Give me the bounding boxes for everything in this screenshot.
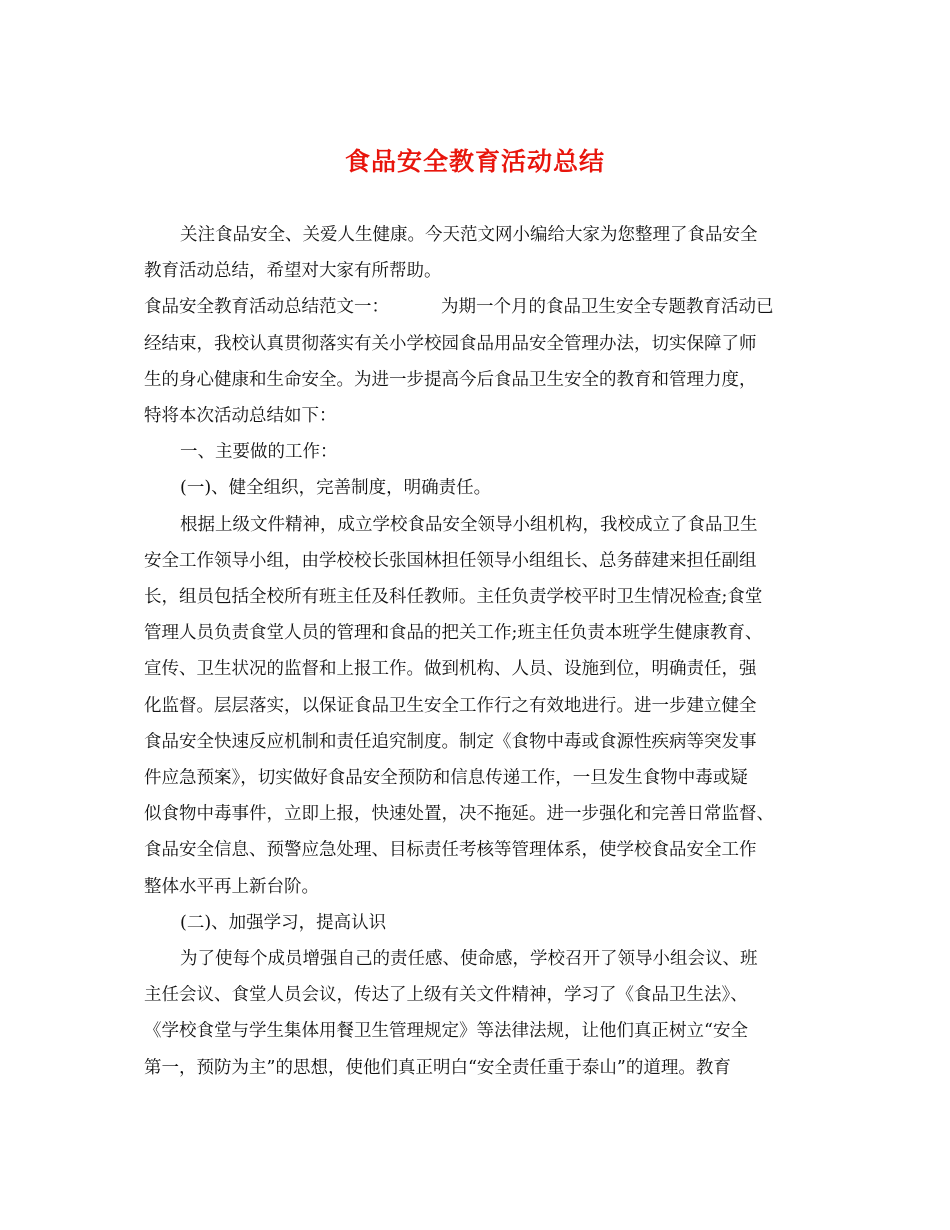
paragraph-line: 似食物中毒事件，立即上报，快速处置，决不拖延。进一步强化和完善日常监督、: [144, 804, 774, 825]
paragraph-line: 第一，预防为主”的思想，使他们真正明白“安全责任重于泰山”的道理。教育: [144, 1057, 731, 1078]
paragraph-line: 食品安全快速反应机制和责任追究制度。制定《食物中毒或食源性疾病等突发事: [144, 731, 757, 752]
paragraph-line: 整体水平再上新台阶。: [144, 876, 319, 897]
paragraph-line: 主任会议、食堂人员会议，传达了上级有关文件精神，学习了《食品卫生法》、: [144, 985, 748, 1006]
paragraph-line: 食品安全信息、预警应急处理、目标责任考核等管理体系，使学校食品安全工作: [144, 840, 757, 861]
paragraph-line: 安全工作领导小组，由学校校长张国林担任领导小组组长、总务薛建来担任副组: [144, 550, 757, 571]
paragraph-line: 特将本次活动总结如下：: [144, 406, 337, 427]
section-heading: 食品安全教育活动总结范文一：: [144, 297, 389, 318]
document-body: [144, 217, 814, 1086]
paragraph-line: 为了使每个成员增强自己的责任感、使命感，学校召开了领导小组会议、班: [180, 949, 758, 970]
paragraph-line: 件应急预案》，切实做好食品安全预防和信息传递工作，一旦发生食物中毒或疑: [144, 768, 748, 789]
paragraph-line: 根据上级文件精神，成立学校食品安全领导小组机构，我校成立了食品卫生: [180, 514, 758, 535]
paragraph-line: 关注食品安全、关爱人生健康。今天范文网小编给大家为您整理了食品安全: [180, 225, 758, 245]
paragraph-line: 教育活动总结，希望对大家有所帮助。: [144, 261, 442, 282]
paragraph-text: 为期一个月的食品卫生安全专题教育活动已: [441, 297, 774, 318]
section-heading: 一、主要做的工作：: [180, 442, 338, 463]
paragraph-line: 《学校食堂与学生集体用餐卫生管理规定》等法律法规，让他们真正树立“安全: [144, 1021, 748, 1042]
paragraph-line: [144, 289, 814, 325]
subsection-heading: (二)、加强学习，提高认识: [180, 912, 387, 933]
subsection-heading: (一)、健全组织，完善制度，明确责任。: [180, 478, 492, 499]
paragraph-line: 管理人员负责食堂人员的管理和食品的把关工作;班主任负责本班学生健康教育、: [144, 623, 763, 644]
paragraph-line: 宣传、卫生状况的监督和上报工作。做到机构、人员、设施到位，明确责任，强: [144, 659, 757, 680]
paragraph-line: 生的身心健康和生命安全。为进一步提高今后食品卫生安全的教育和管理力度，: [144, 369, 757, 390]
paragraph-line: 化监督。层层落实，以保证食品卫生安全工作行之有效地进行。进一步建立健全: [144, 695, 757, 716]
document-title: 食品安全教育活动总结: [344, 147, 605, 176]
paragraph-line: 经结束，我校认真贯彻落实有关小学校园食品用品安全管理办法，切实保障了师: [144, 333, 757, 354]
paragraph-line: 长，组员包括全校所有班主任及科任教师。主任负责学校平时卫生情况检查;食堂: [144, 587, 763, 608]
